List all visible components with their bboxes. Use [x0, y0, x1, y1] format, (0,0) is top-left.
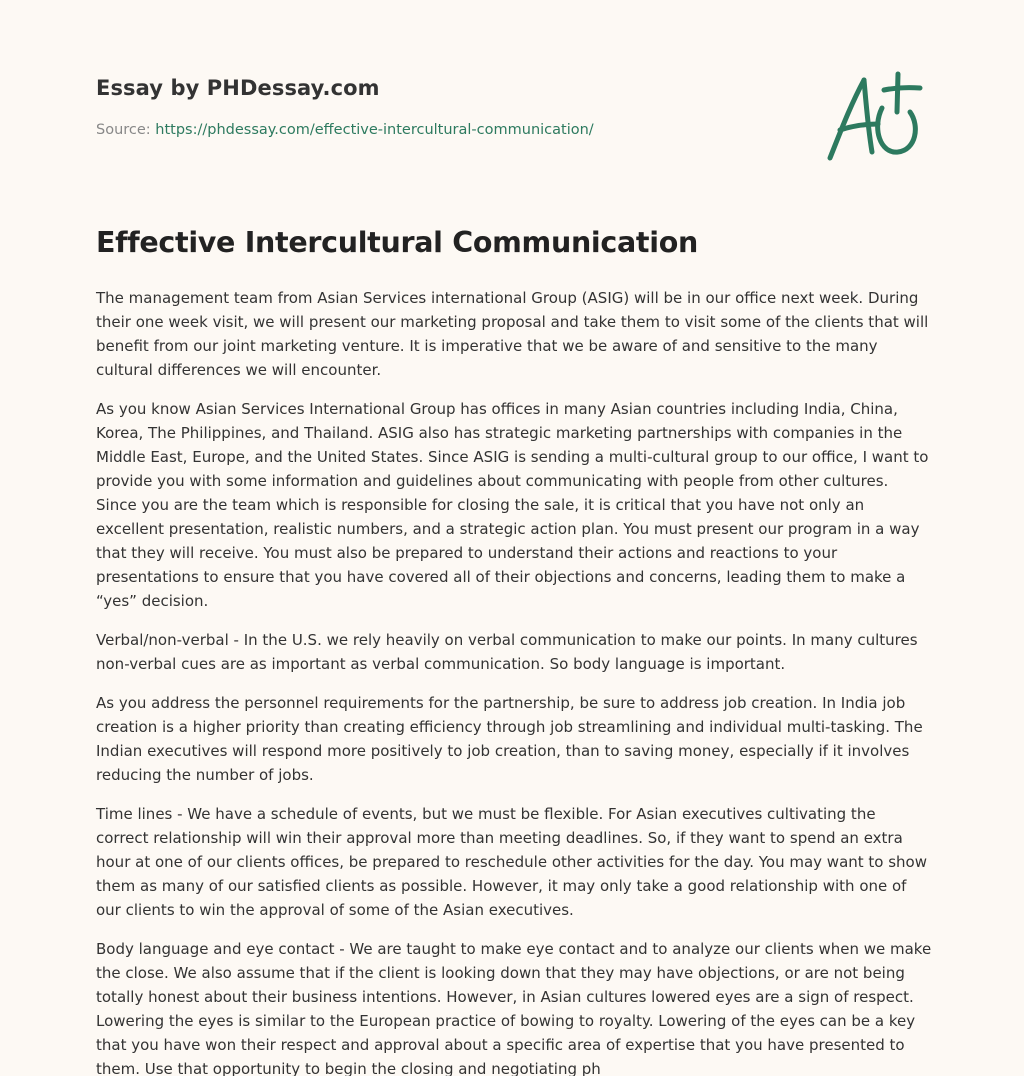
a-plus-logo-icon [822, 68, 926, 164]
essay-paragraph: As you address the personnel requirements for the partnership, be sure to address job creation. In India job creation is a higher priority than creating efficiency through job streamlining and individual multi-tasking. The Indian executives will respond more positively to job creation, than to saving money, especially if it involves reducing the number of jobs. [96, 694, 923, 784]
source-label: Source: [96, 122, 156, 138]
essay-paragraph: As you know Asian Services International Group has offices in many Asian countries including India, China, Korea, The Philippines, and Thailand. ASIG also has strategic marketing partnerships with companies in the Middle East, Europe, and the United States. Since ASIG is sending a multi-cultural group to our office, I want to provide you with some information and guidelines about communicating with people from other cultures. Since you are the team which is responsible for closing the sale, it is critical that you have not only an excellent presentation, realistic numbers, and a strategic action plan. You must present our program in a way that they will receive. You must also be prepared to understand their actions and reactions to your presentations to ensure that you have covered all of their objections and concerns, leading them to make a “yes” decision. [96, 400, 929, 610]
source-link[interactable]: https://phdessay.com/effective-intercultural-communication/ [155, 122, 594, 138]
essay-body [96, 286, 932, 1076]
page-header [96, 76, 796, 138]
site-title: Essay by PHDessay.com [96, 76, 380, 100]
essay-paragraph: The management team from Asian Services international Group (ASIG) will be in our office next week. During their one week visit, we will present our marketing proposal and take them to visit some of the clients that will benefit from our joint marketing venture. It is imperative that we be aware of and sensitive to the many cultural differences we will encounter. [96, 289, 929, 379]
source-line [96, 122, 796, 138]
essay-title: Effective Intercultural Communication [96, 226, 698, 259]
essay-paragraph: Verbal/non-verbal - In the U.S. we rely heavily on verbal communication to make our points. In many cultures non-verbal cues are as important as verbal communication. So body language is important. [96, 631, 918, 673]
essay-paragraph: Body language and eye contact - We are taught to make eye contact and to analyze our clients when we make the close. We also assume that if the client is looking down that they may have objections, or are not being totally honest about their business intentions. However, in Asian cultures lowered eyes are a sign of respect. Lowering the eyes is similar to the European practice of bowing to royalty. Lowering of the eyes can be a key that you have won their respect and approval about a specific area of expertise that you have presented to them. Use that opportunity to begin the closing and negotiating ph [96, 940, 932, 1076]
essay-paragraph: Time lines - We have a schedule of events, but we must be flexible. For Asian executives cultivating the correct relationship will win their approval more than meeting deadlines. So, if they want to spend an extra hour at one of our clients offices, be prepared to reschedule other activities for the day. You may want to show them as many of our satisfied clients as possible. However, it may only take a good relationship with one of our clients to win the approval of some of the Asian executives. [96, 805, 928, 919]
